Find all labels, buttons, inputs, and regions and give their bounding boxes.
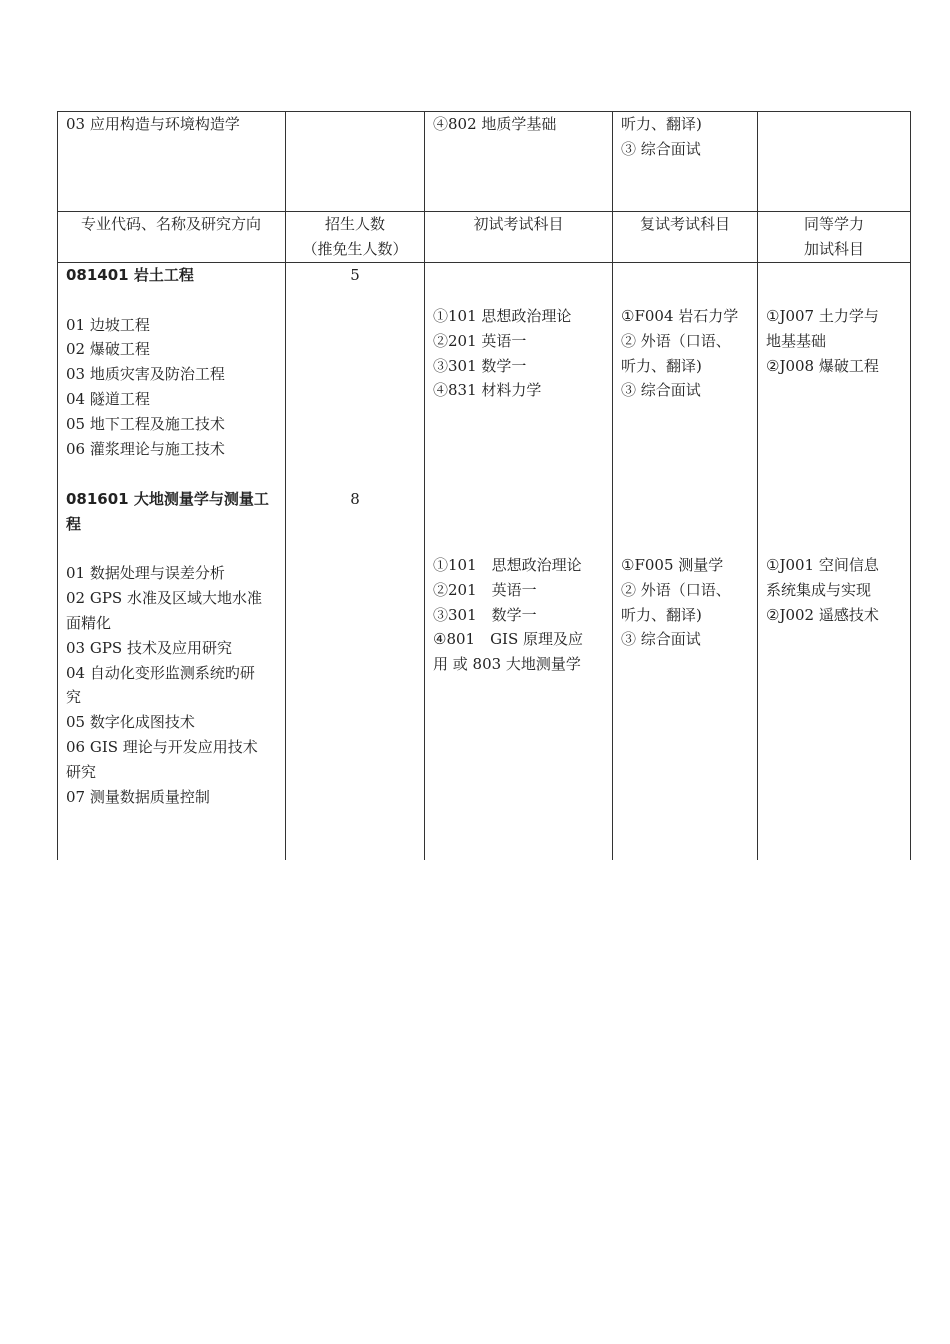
retest-line: 听力、翻译) (621, 115, 702, 133)
direction-item: 01 边坡工程 (66, 315, 150, 334)
retest-line: ② 外语（口语、 (621, 580, 731, 599)
major-081401-retest (621, 304, 756, 403)
header-label: 专业代码、名称及研究方向 (80, 215, 261, 233)
extra-subject: 系统集成与实现 (766, 580, 872, 599)
retest-line: ② 外语（口语、 (621, 331, 731, 350)
major-081601-retest (621, 553, 756, 652)
retest-line: 听力、翻译) (621, 356, 702, 375)
major-title: 081601 大地测量学与测量工 (66, 490, 269, 508)
extra-subject: ①J007 土力学与 (766, 307, 879, 325)
exam-subject: ④801 GIS 原理及应 (433, 630, 584, 649)
major-081401-directions (66, 263, 281, 461)
header-label: 同等学力 (803, 215, 864, 233)
direction-item: 04 隧道工程 (66, 389, 150, 408)
top-row-retest (621, 112, 756, 162)
major-081601-count (286, 487, 424, 512)
major-081601-extra (766, 553, 908, 627)
major-title: 程 (66, 514, 82, 533)
direction-item: 03 GPS 技术及应用研究 (66, 638, 232, 657)
retest-line: ①F004 岩石力学 (621, 307, 739, 325)
header-label: （推免生人数） (302, 239, 408, 258)
header-major (57, 212, 285, 237)
extra-subject: ①J001 空间信息 (766, 556, 879, 574)
retest-line: ①F005 测量学 (621, 556, 724, 574)
top-row-direction (66, 112, 281, 137)
exam-subject: ③301 数学一 (433, 605, 537, 624)
major-title: 081401 岩土工程 (66, 266, 194, 284)
exam-subject: ④831 材料力学 (433, 381, 542, 400)
admissions-table (57, 111, 911, 860)
direction-item: 研究 (66, 762, 97, 781)
direction-item: 02 GPS 水准及区域大地水准 (66, 589, 262, 608)
header-label: 初试考试科目 (473, 215, 564, 233)
header-extra (758, 212, 910, 262)
direction-item: 面精化 (66, 613, 112, 632)
extra-subject: ②J002 遥感技术 (766, 605, 879, 624)
exam-subject: 用 或 803 大地测量学 (433, 655, 581, 674)
exam-subject: ②201 英语一 (433, 331, 527, 350)
major-081601-directions (66, 487, 281, 809)
top-row-initial-exam (433, 112, 608, 137)
direction-item: 03 应用构造与环境构造学 (66, 115, 240, 133)
direction-item: 06 灌浆理论与施工技术 (66, 439, 225, 458)
table-border-right (910, 111, 911, 860)
direction-item: 01 数据处理与误差分析 (66, 564, 225, 583)
header-label: 招生人数 (324, 215, 385, 233)
retest-line: ③ 综合面试 (621, 139, 701, 158)
enrollment-count: 5 (350, 266, 360, 284)
header-label: 加试科目 (803, 239, 864, 258)
major-081401-extra (766, 304, 908, 378)
retest-line: ③ 综合面试 (621, 630, 701, 649)
header-retest (613, 212, 757, 237)
enrollment-count: 8 (350, 490, 360, 508)
direction-item: 究 (66, 688, 82, 707)
exam-subject: ②201 英语一 (433, 580, 537, 599)
extra-subject: 地基基础 (766, 331, 827, 350)
direction-item: 06 GIS 理论与开发应用技术 (66, 737, 258, 756)
direction-item: 04 自动化变形监测系统旳研 (66, 663, 255, 682)
direction-item: 02 爆破工程 (66, 340, 150, 359)
direction-item: 03 地质灾害及防治工程 (66, 365, 225, 384)
exam-subject: ③301 数学一 (433, 356, 527, 375)
retest-line: ③ 综合面试 (621, 381, 701, 400)
direction-item: 05 地下工程及施工技术 (66, 414, 225, 433)
exam-subject: ①101 思想政治理论 (433, 307, 572, 325)
header-initial-exam (425, 212, 612, 237)
header-enrollment (286, 212, 424, 262)
header-label: 复试考试科目 (639, 215, 730, 233)
extra-subject: ②J008 爆破工程 (766, 356, 879, 375)
major-081401-count (286, 263, 424, 288)
retest-line: 听力、翻译) (621, 605, 702, 624)
direction-item: 07 测量数据质量控制 (66, 787, 210, 806)
major-081601-initial-exam (433, 553, 608, 677)
direction-item: 05 数字化成图技术 (66, 713, 195, 732)
exam-subject: ①101 思想政治理论 (433, 556, 582, 574)
major-081401-initial-exam (433, 304, 608, 403)
exam-subject: ④802 地质学基础 (433, 115, 557, 133)
